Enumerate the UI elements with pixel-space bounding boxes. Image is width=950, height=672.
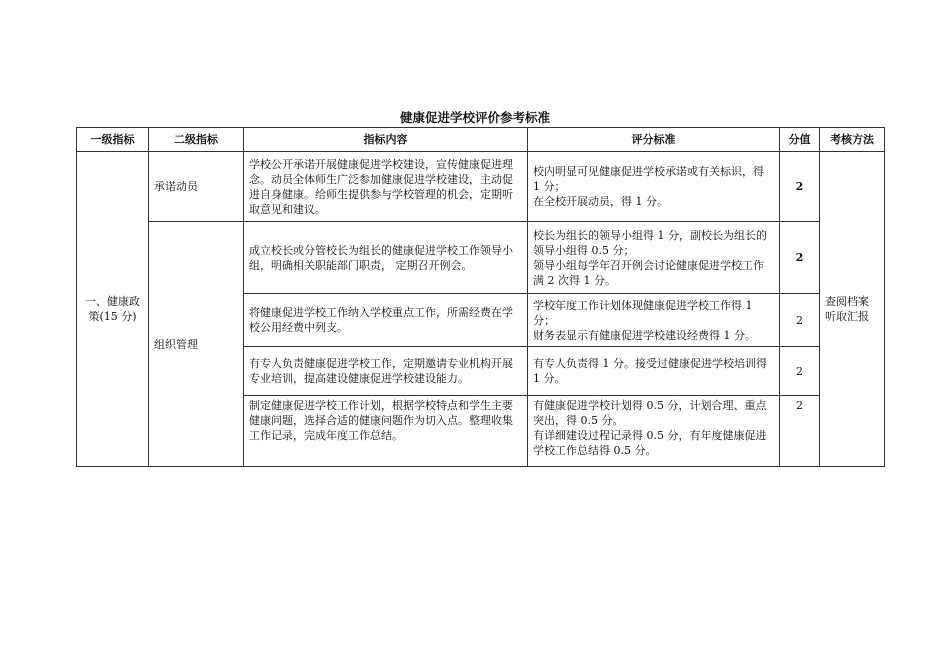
assessment-method: 查阅档案听取汇报 — [820, 152, 885, 467]
score-value: 2 — [780, 396, 820, 467]
scoring-standard — [528, 294, 780, 347]
document-title: 健康促进学校评价参考标准 — [399, 110, 550, 125]
indicator-content: 将健康促进学校工作纳入学校重点工作，所需经费在学校公用经费中列支。 — [244, 294, 528, 347]
scoring-standard — [528, 152, 780, 222]
evaluation-table — [76, 127, 885, 467]
level1-indicator: 一、健康政策(15 分) — [77, 152, 149, 467]
header-level1: 一级指标 — [77, 128, 149, 152]
standard-line: 校长为组长的领导小组得 1 分，副校长为组长的领导小组得 0.5 分； — [533, 228, 767, 257]
standard-line: 领导小组每学年召开例会讨论健康促进学校工作满 2 次得 1 分。 — [533, 258, 764, 287]
standard-line: 有专人负责得 1 分。接受过健康促进学校培训得 1 分。 — [533, 357, 767, 385]
standard-line: 在全校开展动员，得 1 分。 — [533, 195, 668, 208]
table-header-row — [77, 128, 885, 152]
score-value: 2 — [780, 347, 820, 396]
table-row — [77, 222, 885, 294]
standard-line: 有详细建设过程记录得 0.5 分，有年度健康促进学校工作总结得 0.5 分。 — [533, 429, 767, 457]
standard-line: 校内明显可见健康促进学校承诺或有关标识，得 1 分； — [533, 165, 764, 193]
table-row — [77, 152, 885, 222]
header-method: 考核方法 — [820, 128, 885, 152]
scoring-standard — [528, 222, 780, 294]
standard-line: 有健康促进学校计划得 0.5 分，计划合理、重点突出，得 0.5 分。 — [533, 399, 767, 427]
score-value: 2 — [780, 152, 820, 222]
indicator-content: 有专人负责健康促进学校工作，定期邀请专业机构开展专业培训，提高建设健康促进学校建设能力。 — [244, 347, 528, 396]
standard-line: 学校年度工作计划体现健康促进学校工作得 1 分； — [533, 298, 753, 327]
level2-indicator: 承诺动员 — [149, 152, 244, 222]
header-level2: 二级指标 — [149, 128, 244, 152]
indicator-content: 成立校长或分管校长为组长的健康促进学校工作领导小组，明确相关职能部门职责， 定期召开例会。 — [244, 222, 528, 294]
score-value: 2 — [780, 222, 820, 294]
scoring-standard — [528, 396, 780, 467]
level2-indicator: 组织管理 — [149, 222, 244, 467]
score-value: 2 — [780, 294, 820, 347]
indicator-content: 制定健康促进学校工作计划，根据学校特点和学生主要健康问题，选择合适的健康问题作为切入点。整理收集工作记录，完成年度工作总结。 — [244, 396, 528, 467]
standard-line: 财务表显示有健康促进学校建设经费得 1 分。 — [533, 328, 756, 342]
header-score: 分值 — [780, 128, 820, 152]
scoring-standard — [528, 347, 780, 396]
indicator-content: 学校公开承诺开展健康促进学校建设，宣传健康促进理念。动员全体师生广泛参加健康促进学校建设，主动促进自身健康。给师生提供参与学校管理的机会，定期听取意见和建议。 — [244, 152, 528, 222]
header-content: 指标内容 — [244, 128, 528, 152]
header-standard: 评分标准 — [528, 128, 780, 152]
